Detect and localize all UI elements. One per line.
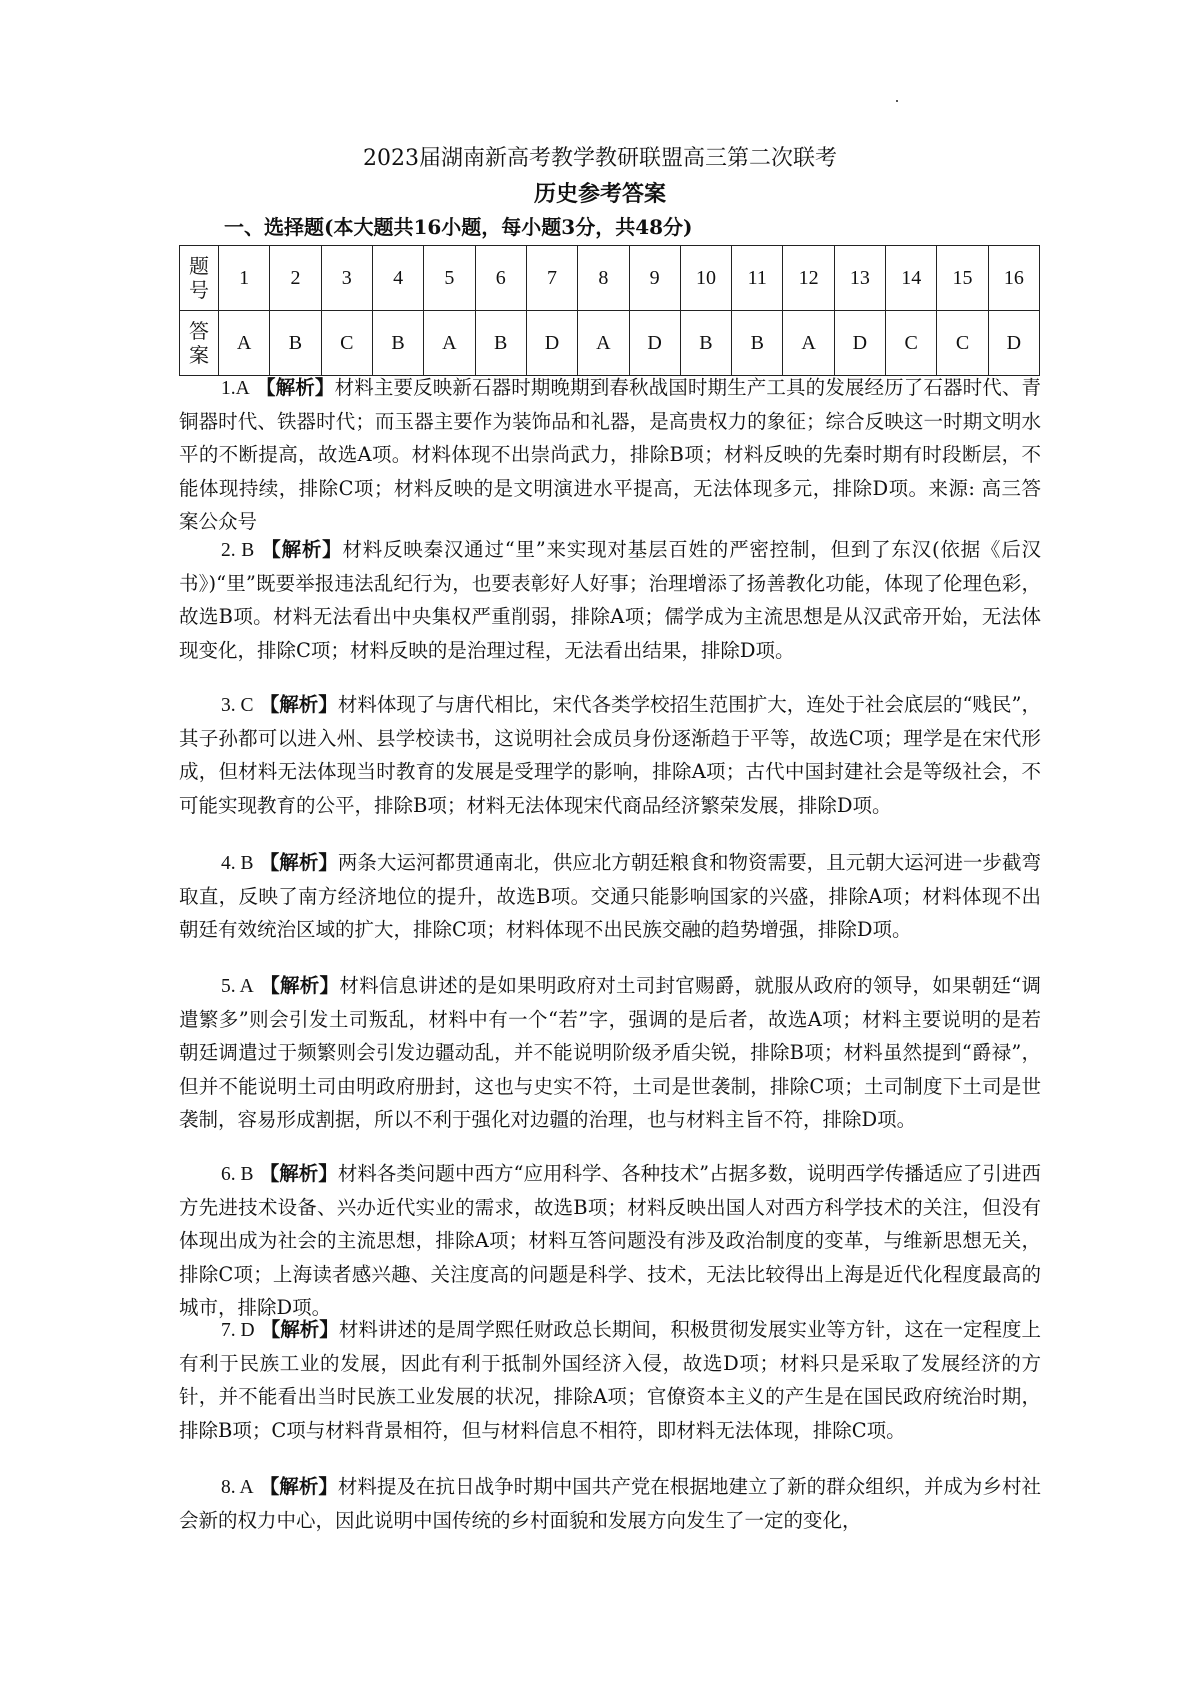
- explanation-4: [179, 846, 1041, 947]
- table-cell: C: [321, 311, 372, 376]
- explanation-8: [179, 1470, 1041, 1537]
- table-cell: C: [886, 311, 937, 376]
- table-cell: 10: [680, 246, 731, 311]
- explanation-text: 材料体现了与唐代相比，宋代各类学校招生范围扩大，连处于社会底层的“贱民”，其子孙都可以进入州、县学校读书，这说明社会成员身份逐渐趋于平等，故选C项；理学是在宋代形成，但材料无法体现当时教育的发展是受理学的影响，排除A项；古代中国封建社会是等级社会，不可能实现教育的公平，排除B项；材料无法体现宋代商品经济繁荣发展，排除D项。: [179, 693, 1041, 817]
- table-cell: 8: [578, 246, 629, 311]
- explanation-6: [179, 1157, 1041, 1324]
- table-cell: A: [424, 311, 475, 376]
- analysis-tag: 【解析】: [260, 974, 340, 997]
- explanation-5: [179, 969, 1041, 1136]
- table-cell: 5: [424, 246, 475, 311]
- table-cell: D: [988, 311, 1039, 376]
- table-cell: 7: [526, 246, 577, 311]
- question-number: 4. B: [221, 853, 254, 874]
- table-cell: 6: [475, 246, 526, 311]
- table-cell: 16: [988, 246, 1039, 311]
- section-heading: [224, 213, 693, 241]
- table-row-numbers: [180, 246, 1040, 311]
- table-cell: A: [219, 311, 270, 376]
- question-number: 7. D: [221, 1320, 255, 1341]
- explanation-text: 材料主要反映新石器时期晚期到春秋战国时期生产工具的发展经历了石器时代、青铜器时代、铁器时代；而玉器主要作为装饰品和礼器，是高贵权力的象征；综合反映这一时期文明水平的不断提高，故选A项。材料体现不出崇尚武力，排除B项；材料反映的先秦时期有时段断层，不能体现持续，排除C项；材料反映的是文明演进水平提高，无法体现多元，排除D项。来源: 高三答案公众号: [179, 376, 1041, 533]
- analysis-tag: 【解析】: [259, 1162, 338, 1185]
- analysis-tag: 【解析】: [261, 538, 343, 561]
- analysis-tag: 【解析】: [259, 693, 338, 716]
- question-number: 6. B: [221, 1164, 254, 1185]
- table-cell: B: [475, 311, 526, 376]
- row-header-number-label: 题号: [189, 254, 209, 302]
- table-cell: D: [629, 311, 680, 376]
- table-cell: 15: [937, 246, 988, 311]
- explanation-text: 材料信息讲述的是如果明政府对土司封官赐爵，就服从政府的领导，如果朝廷“调遣繁多”则会引发土司叛乱，材料中有一个“若”字，强调的是后者，故选A项；材料主要说明的是若朝廷调遣过于频繁则会引发边疆动乱，并不能说明阶级矛盾尖锐，排除B项；材料虽然提到“爵禄”，但并不能说明土司由明政府册封，这也与史实不符，土司是世袭制，排除C项；土司制度下土司是世袭制，容易形成割据，所以不利于强化对边疆的治理，也与材料主旨不符，排除D项。: [179, 974, 1041, 1131]
- table-cell: C: [937, 311, 988, 376]
- table-cell: 14: [886, 246, 937, 311]
- table-cell: 12: [783, 246, 834, 311]
- analysis-tag: 【解析】: [259, 851, 338, 874]
- question-number: 2. B: [221, 540, 255, 561]
- table-cell: A: [783, 311, 834, 376]
- table-cell: 1: [219, 246, 270, 311]
- table-cell: B: [680, 311, 731, 376]
- table-cell: A: [578, 311, 629, 376]
- table-cell: 3: [321, 246, 372, 311]
- question-number: 8. A: [221, 1477, 254, 1498]
- explanation-text: 材料讲述的是周学熙任财政总长期间，积极贯彻发展实业等方针，这在一定程度上有利于民族工业的发展，因此有利于抵制外国经济入侵，故选D项；材料只是采取了发展经济的方针，并不能看出当时民族工业发展的状况，排除A项；官僚资本主义的产生是在国民政府统治时期，排除B项；C项与材料背景相符，但与材料信息不相符，即材料无法体现，排除C项。: [179, 1318, 1041, 1442]
- table-row-answers: [180, 311, 1040, 376]
- answer-table: [179, 245, 1040, 376]
- explanation-3: [179, 688, 1041, 822]
- table-cell: B: [270, 311, 321, 376]
- table-cell: 9: [629, 246, 680, 311]
- section-label: 一、选择题: [224, 215, 324, 239]
- analysis-tag: 【解析】: [256, 376, 335, 399]
- question-number: 1.A: [221, 378, 250, 399]
- explanation-1: [179, 371, 1041, 538]
- row-header-number: [180, 246, 219, 311]
- explanation-7: [179, 1313, 1041, 1447]
- table-cell: 13: [834, 246, 885, 311]
- explanation-text: 两条大运河都贯通南北，供应北方朝廷粮食和物资需要，且元朝大运河进一步截弯取直，反映了南方经济地位的提升，故选B项。交通只能影响国家的兴盛，排除A项；材料体现不出朝廷有效统治区域的扩大，排除C项；材料体现不出民族交融的趋势增强，排除D项。: [179, 851, 1041, 942]
- table-cell: 4: [372, 246, 423, 311]
- analysis-tag: 【解析】: [260, 1318, 339, 1341]
- explanation-2: [179, 533, 1041, 667]
- question-number: 3. C: [221, 695, 254, 716]
- analysis-tag: 【解析】: [259, 1475, 338, 1498]
- table-cell: 2: [270, 246, 321, 311]
- explanation-text: 材料各类问题中西方“应用科学、各种技术”占据多数，说明西学传播适应了引进西方先进技术设备、兴办近代实业的需求，故选B项；材料反映出国人对西方科学技术的关注，但没有体现出成为社会的主流思想，排除A项；材料互答问题没有涉及政治制度的变革，与维新思想无关，排除C项；上海读者感兴趣、关注度高的问题是科学、技术，无法比较得出上海是近代化程度最高的城市，排除D项。: [179, 1162, 1041, 1319]
- page-title: 2023届湖南新高考教学教研联盟高三第二次联考: [363, 146, 837, 171]
- table-cell: D: [834, 311, 885, 376]
- table-cell: B: [372, 311, 423, 376]
- explanation-text: 材料提及在抗日战争时期中国共产党在根据地建立了新的群众组织，并成为乡村社会新的权力中心，因此说明中国传统的乡村面貌和发展方向发生了一定的变化，: [179, 1475, 1041, 1533]
- scan-speck: [896, 100, 898, 102]
- table-cell: 11: [732, 246, 783, 311]
- table-cell: D: [526, 311, 577, 376]
- question-number: 5. A: [221, 976, 254, 997]
- explanation-text: 材料反映秦汉通过“里”来实现对基层百姓的严密控制，但到了东汉(依据《后汉书》)“里”既要举报违法乱纪行为，也要表彰好人好事；治理增添了扬善教化功能，体现了伦理色彩，故选B项。材料无法看出中央集权严重削弱，排除A项；儒学成为主流思想是从汉武帝开始，无法体现变化，排除C项；材料反映的是治理过程，无法看出结果，排除D项。: [179, 538, 1041, 662]
- page-subtitle: 历史参考答案: [533, 182, 666, 207]
- section-note: (本大题共16小题，每小题3分，共48分): [324, 215, 693, 239]
- row-header-answer-label: 答案: [189, 319, 209, 367]
- row-header-answer: [180, 311, 219, 376]
- table-cell: B: [732, 311, 783, 376]
